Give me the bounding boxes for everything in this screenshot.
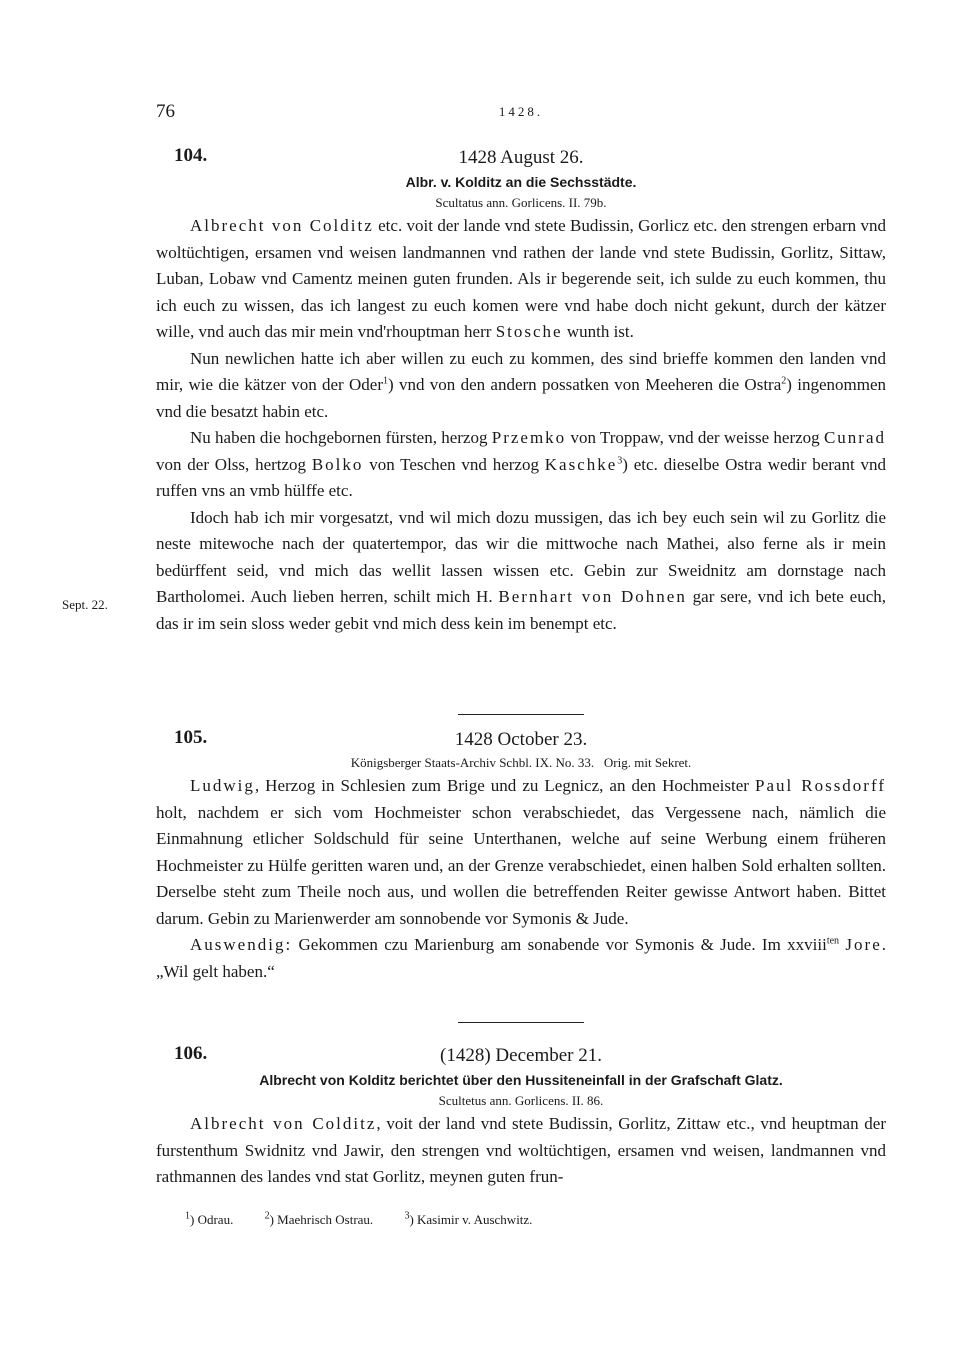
paragraph	[156, 425, 886, 505]
running-head: 1428.	[498, 104, 544, 119]
footnote-ref: 3	[617, 454, 623, 466]
spaced-name: Paul Rossdorff	[754, 776, 886, 795]
doc-number: 106.	[174, 1043, 208, 1064]
doc-number: 104.	[174, 145, 208, 166]
footnote-text: ) Odrau.	[190, 1212, 234, 1227]
text-run: etc. dieselbe Ostra wedir berant vnd ruffen vns an vmb hülffe etc.	[156, 454, 886, 500]
text-run: von Teschen vnd herzog	[363, 454, 545, 474]
spaced-name: Kaschke	[544, 454, 618, 474]
document-105	[156, 727, 886, 985]
page-header	[156, 101, 886, 127]
footnote	[265, 1212, 374, 1227]
text-run: )	[388, 375, 394, 394]
text-run: von Troppaw, vnd der weisse herzog	[566, 428, 824, 447]
doc-title: Albrecht von Kolditz berichtet über den Hussiteneinfall in der Grafschaft Glatz.	[259, 1072, 783, 1088]
text-run: ingenommen vnd die besatzt habin etc.	[156, 375, 886, 421]
paragraph	[156, 505, 886, 638]
doc-number: 105.	[174, 727, 208, 748]
paragraph	[156, 932, 886, 985]
spaced-name: Bolko	[311, 454, 364, 474]
doc-source: Königsberger Staats-Archiv Schbl. IX. No. 33. Orig. mit Sekret.	[350, 755, 692, 770]
text-run: )	[622, 454, 628, 474]
text-run: Nun newlichen hatte ich aber willen zu euch zu kommen, des sind brieffe kommen den landen vnd mir, wie die kätzer von der Oder	[156, 348, 886, 394]
text-run: holt, nachdem er sich vom Hochmeister schon verabschiedet, das Vergessene nach, nämlich die Einmahnung etlicher Soldschuld für seine Unterthanen, welche auf seine Werbung einem früheren Hochmeister zu Hülfe geritten waren und, an der Grenze verabschiedet, einen halben Sold erhalten sollten. Derselbe steht zum Theile noch aus, und wollen die betreffenden Reiter gewisse Antwort haben. Bittet darum. Gebin zu Marienwerder am sonnobende vor Symonis & Jude.	[156, 802, 886, 928]
text-run: Idoch hab ich mir vorgesatzt, vnd wil mich dozu mussigen, das ich bey euch sein wil zu Gorlitz die neste mitewoche nach der quatertempor, das wir die mittwoche nach Mathei, also ferne als ir mein bedürffent seid, vnd mich das wellit lassen wissen etc. Gebin zur Sweidnitz am dornstage nach Bartholomei. Auch lieben herren, schilt mich H.	[156, 507, 886, 606]
doc-date: (1428) December 21.	[440, 1045, 602, 1066]
doc-date: 1428 August 26.	[458, 147, 584, 168]
spaced-name: Albrecht von Colditz	[190, 1114, 377, 1133]
spaced-name: Stosche	[495, 322, 563, 341]
page-number: 76	[156, 101, 175, 122]
section-divider	[458, 714, 584, 715]
section-divider	[458, 1022, 584, 1023]
doc-heading	[156, 727, 886, 753]
doc-heading	[156, 1043, 886, 1069]
text-run: von der Olss, hertzog	[156, 454, 312, 474]
spaced-name: Ludwig	[190, 776, 255, 795]
footnotes	[185, 1212, 560, 1228]
footnote-mark: 3	[404, 1210, 410, 1222]
text-run: etc. voit der lande vnd stete Budissin, Gorlicz etc. den strengen erbarn vnd woltüchtigen, ersamen vnd weisen landmannen vnd rathen der lande vnd stete Budissin, Gorlitz, Sittaw, Luban, Lobaw vnd Camentz meinen guten frunden. Als ir begerende seit, ich sulde zu euch kommen, thu ich euch zu wissen, das ich langest zu euch komen were vnd habe doch nicht gekunt, durch der kätzer wille, vnd auch das mir mein vnd'rhouptman herr	[156, 216, 887, 341]
doc-source: Scultatus ann. Gorlicens. II. 79b.	[435, 195, 607, 210]
text-run: wunth ist.	[562, 322, 634, 341]
footnote-text: ) Maehrisch Ostrau.	[269, 1212, 374, 1227]
doc-source: Scultetus ann. Gorlicens. II. 86.	[438, 1093, 604, 1108]
margin-note: Sept. 22.	[62, 597, 108, 612]
doc-title: Albr. v. Kolditz an die Sechsstädte.	[405, 174, 637, 190]
footnote-ref: 2	[781, 375, 787, 387]
document-104	[156, 145, 886, 637]
paragraph	[156, 213, 886, 346]
paragraph	[156, 773, 886, 932]
text-run: . „Wil gelt haben.“	[156, 935, 886, 981]
text-run: )	[786, 375, 792, 394]
superscript: ten	[826, 935, 840, 947]
footnote	[404, 1212, 532, 1227]
spaced-label: Auswendig:	[190, 935, 293, 954]
text-run: Nu haben die hochgebornen fürsten, herzog	[190, 428, 492, 447]
text-run: , Herzog in Schlesien zum Brige und zu Legnicz, an den Hochmeister	[254, 776, 755, 795]
doc-heading	[156, 145, 886, 171]
text-run: Gekommen czu Marienburg am sonabende vor Symonis & Jude. Im xxviii	[292, 935, 827, 954]
doc-date: 1428 October 23.	[454, 729, 588, 750]
spaced-name: Przemko	[491, 428, 567, 447]
footnote-text: ) Kasimir v. Auschwitz.	[409, 1212, 533, 1227]
footnote-mark: 1	[185, 1210, 190, 1222]
spaced-name: Albrecht von Colditz	[190, 216, 374, 235]
text-run: , voit der land vnd stete Budissin, Gorlitz, Zittaw etc., vnd heuptman der furstenthum Swidnitz vnd Jawir, den strengen vnd woltüchtigen, ersamen vnd weisen, landmannen vnd rathmannen des landes vnd stat Gorlitz, meynen guten frun-	[156, 1114, 886, 1186]
footnote	[185, 1212, 233, 1227]
paragraph	[156, 1111, 886, 1191]
spaced-name: Cunrad	[823, 428, 886, 447]
text-run: gar sere, vnd ich bete euch, das ir im sein sloss weder gebit vnd mich dess kein im benempt etc.	[156, 587, 886, 633]
document-106	[156, 1043, 886, 1191]
text-run: vnd von den andern possatken von Meeheren die Ostra	[393, 375, 782, 394]
paragraph	[156, 346, 886, 426]
spaced-name: Jore	[845, 935, 882, 954]
spaced-name: Bernhart von Dohnen	[498, 587, 687, 606]
footnote-ref: 1	[383, 375, 388, 387]
footnote-mark: 2	[264, 1210, 270, 1222]
